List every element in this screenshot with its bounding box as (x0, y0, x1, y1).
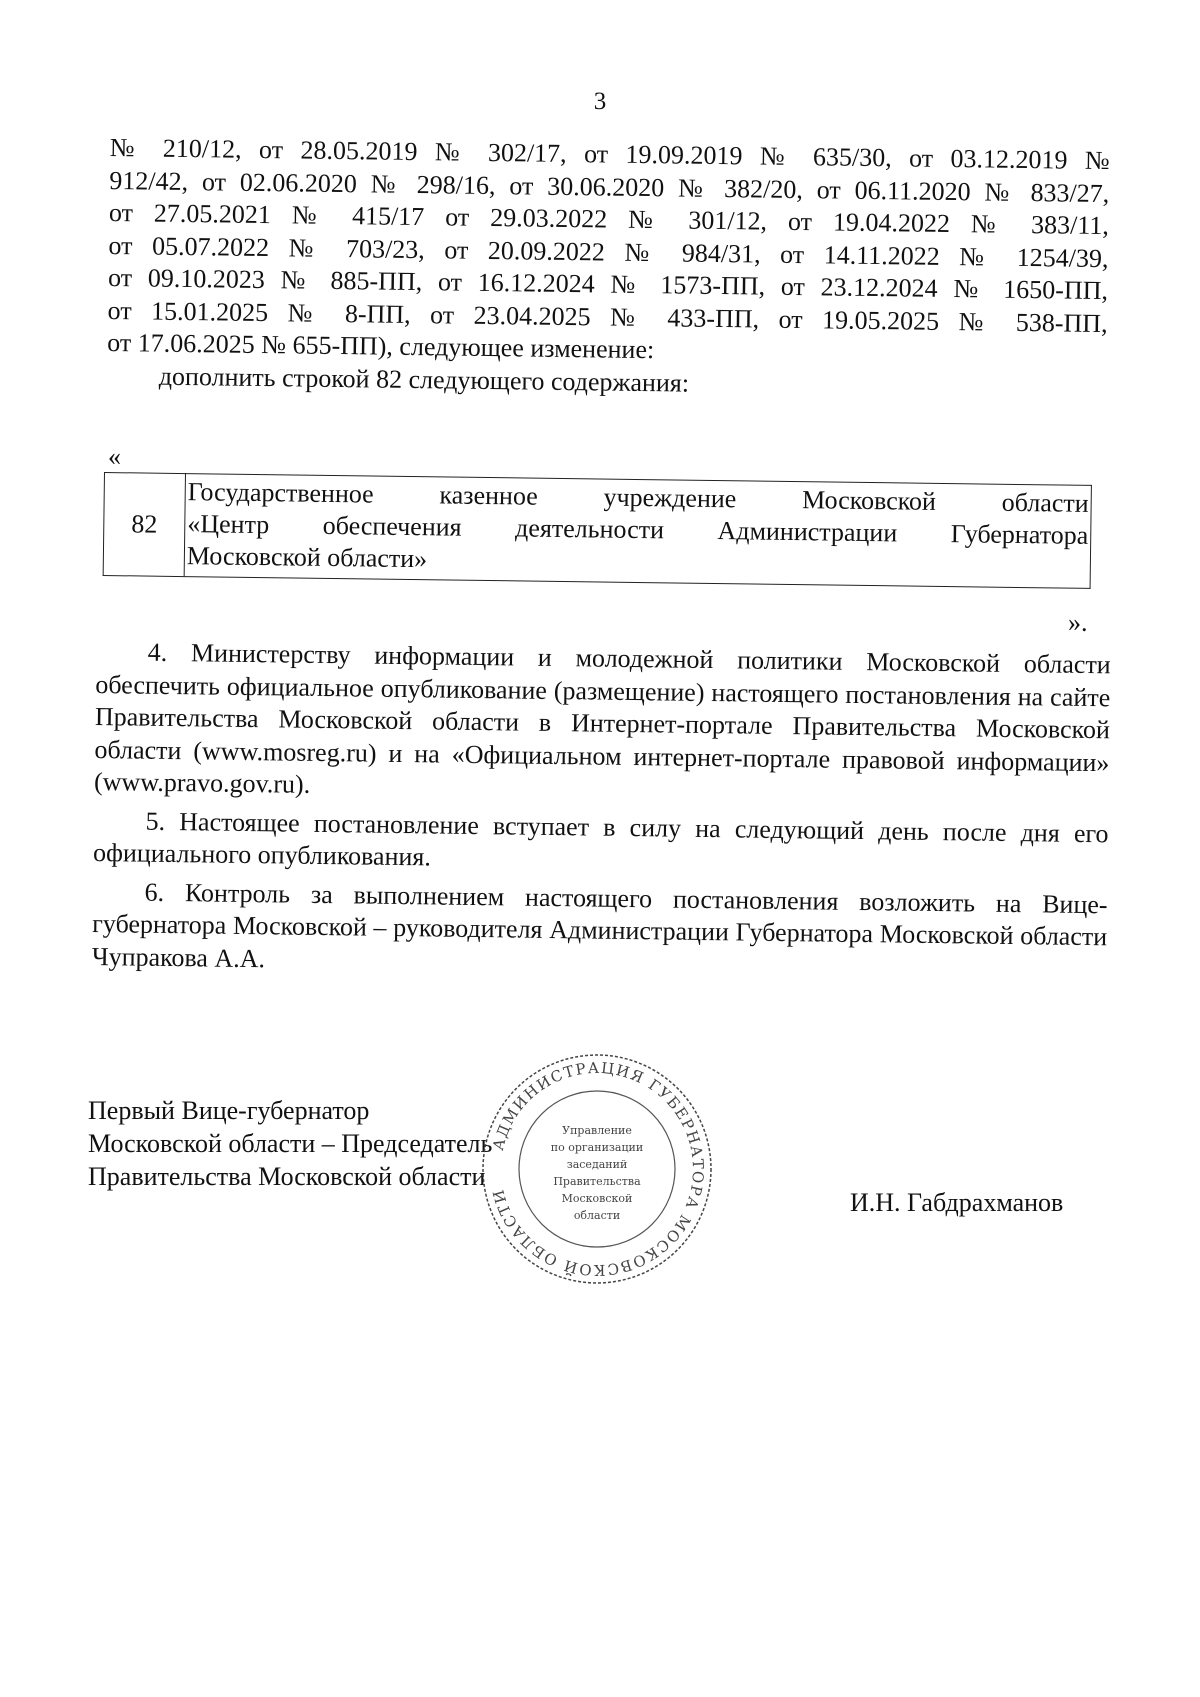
seal-image (478, 1050, 716, 1288)
official-seal (478, 1050, 716, 1288)
intro-line: от 17.06.2025 № 655-ПП), следующее изменение: (107, 327, 655, 365)
intro-lines (107, 132, 1110, 373)
intro-line: 912/42, от 02.06.2020 № 298/16, от 30.06.2020 № 382/20, от 06.11.2020 № 833/27, (109, 165, 1110, 208)
row-text-line: Государственное казенное учреждение Московской области (187, 477, 1089, 518)
intro-line: от 27.05.2021 № 415/17 от 29.03.2022 № 301/12, от 19.04.2022 № 383/11, (108, 197, 1110, 241)
intro-line: от 05.07.2022 № 703/23, от 20.09.2022 № 984/31, от 14.11.2022 № 1254/39, (108, 230, 1109, 273)
signature-line: Московской области – Председатель (88, 1129, 493, 1158)
row-text (184, 474, 1091, 589)
row-text-line: Московской области» (186, 541, 428, 574)
instruction-text: дополнить строкой 82 следующего содержания: (158, 361, 690, 398)
intro-text (107, 132, 1110, 405)
closing-quote: ». (1068, 608, 1088, 637)
amendment-table (103, 472, 1092, 589)
row-text-line: «Центр обеспечения деятельности Администрации Губернатора (187, 509, 1089, 550)
signature-block (88, 1094, 492, 1193)
opening-quote: « (108, 442, 121, 471)
seal-center-line: Управление (562, 1124, 632, 1137)
signature-line: Правительства Московской области (88, 1162, 486, 1191)
table-row (103, 473, 1091, 589)
intro-line: от 09.10.2023 № 885-ПП, от 16.12.2024 № 1573-ПП, от 23.12.2024 № 1650-ПП, (107, 262, 1109, 306)
main-paragraphs (92, 636, 1111, 986)
intro-line: № 210/12, от 28.05.2019 № 302/17, от 19.09.2019 № 635/30, от 03.12.2019 № (109, 132, 1110, 176)
signatory-name: И.Н. Габдрахманов (850, 1188, 1064, 1217)
seal-center-line: Московской (561, 1192, 633, 1205)
seal-center-line: области (573, 1209, 621, 1222)
paragraph-6: 6. Контроль за выполнением настоящего постановления возложить на Вице-губернатора Московской – руководителя Администрации Губернатора Московской области Чупракова А.А. (91, 877, 1108, 973)
row-number: 82 (103, 473, 185, 577)
signature-line: Первый Вице-губернатор (88, 1096, 370, 1125)
seal-center-line: Правительства (553, 1175, 641, 1188)
seal-ring-text: АДМИНИСТРАЦИЯ ГУБЕРНАТОРА МОСКОВСКОЙ ОБЛАСТИ (488, 1058, 708, 1280)
seal-center-line: заседаний (566, 1158, 628, 1171)
paragraph-4: 4. Министерству информации и молодежной политики Московской области обеспечить официальное опубликование (размещение) настоящего постановления на сайте Правительства Московской области в Интернет-портале Правительства Московской области (www.mosreg.ru) и на «Официальном интернет-портале правовой информации» (www.pravo.gov.ru). (93, 637, 1111, 799)
intro-line: от 15.01.2025 № 8-ПП, от 23.04.2025 № 433-ПП, от 19.05.2025 № 538-ПП, (107, 295, 1108, 338)
seal-center-line: по организации (550, 1141, 644, 1154)
amendment-table-wrapper (103, 472, 1092, 589)
page-number: 3 (593, 88, 607, 115)
paragraph-5: 5. Настоящее постановление вступает в силу на следующий день после дня его официального опубликования. (92, 806, 1109, 872)
